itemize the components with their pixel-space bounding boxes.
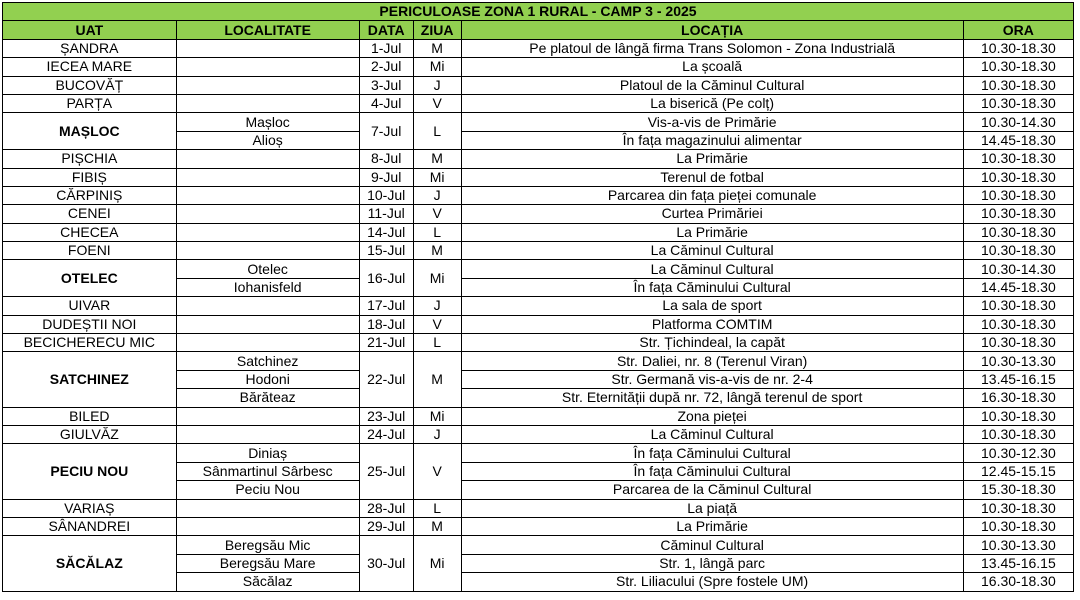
cell-uat: DUDEȘTII NOI — [3, 315, 177, 333]
cell-localitate — [176, 58, 359, 76]
header-locatia: LOCAȚIA — [461, 21, 963, 39]
cell-locatia: Platforma COMTIM — [461, 315, 963, 333]
cell-uat: ȘANDRA — [3, 39, 177, 57]
cell-ziua: L — [413, 499, 461, 517]
cell-locatia: La Căminul Cultural — [461, 260, 963, 278]
cell-data: 21-Jul — [359, 334, 413, 352]
cell-localitate: Hodoni — [176, 370, 359, 388]
cell-locatia: La piață — [461, 499, 963, 517]
cell-ora: 16.30-18.30 — [963, 389, 1073, 407]
cell-localitate — [176, 334, 359, 352]
table-row — [3, 58, 1074, 76]
cell-uat: UIVAR — [3, 297, 177, 315]
cell-data: 16-Jul — [359, 260, 413, 297]
cell-data: 25-Jul — [359, 444, 413, 499]
cell-localitate: Satchinez — [176, 352, 359, 370]
table-row — [3, 536, 1074, 554]
cell-ziua: L — [413, 334, 461, 352]
table-row — [3, 150, 1074, 168]
cell-ora: 10.30-18.30 — [963, 499, 1073, 517]
cell-locatia: Pe platoul de lângă firma Trans Solomon - Zona Industrială — [461, 39, 963, 57]
table-row — [3, 223, 1074, 241]
cell-uat: PARȚA — [3, 94, 177, 112]
table-row — [3, 297, 1074, 315]
cell-ora: 10.30-18.30 — [963, 94, 1073, 112]
cell-ziua: J — [413, 297, 461, 315]
cell-uat: BUCOVĂȚ — [3, 76, 177, 94]
cell-localitate: Otelec — [176, 260, 359, 278]
cell-localitate — [176, 315, 359, 333]
cell-locatia: În fața Căminului Cultural — [461, 278, 963, 296]
cell-locatia: Vis-a-vis de Primărie — [461, 113, 963, 131]
cell-ora: 10.30-18.30 — [963, 39, 1073, 57]
cell-localitate — [176, 94, 359, 112]
cell-localitate: Săcălaz — [176, 573, 359, 591]
cell-localitate — [176, 150, 359, 168]
cell-ora: 10.30-12.30 — [963, 444, 1073, 462]
cell-ora: 10.30-18.30 — [963, 223, 1073, 241]
table-row — [3, 315, 1074, 333]
cell-ora: 10.30-14.30 — [963, 113, 1073, 131]
cell-uat: CĂRPINIȘ — [3, 186, 177, 204]
schedule-body — [3, 39, 1074, 591]
cell-ziua: J — [413, 425, 461, 443]
cell-ziua: M — [413, 150, 461, 168]
cell-localitate — [176, 223, 359, 241]
cell-data: 1-Jul — [359, 39, 413, 57]
cell-localitate — [176, 407, 359, 425]
header-uat: UAT — [3, 21, 177, 39]
cell-uat: IECEA MARE — [3, 58, 177, 76]
schedule-container — [2, 2, 1078, 592]
cell-uat: GIULVĂZ — [3, 425, 177, 443]
cell-ziua: L — [413, 223, 461, 241]
cell-uat: CENEI — [3, 205, 177, 223]
cell-data: 18-Jul — [359, 315, 413, 333]
cell-ziua: M — [413, 517, 461, 535]
cell-data: 4-Jul — [359, 94, 413, 112]
cell-locatia: În fața Căminului Cultural — [461, 444, 963, 462]
cell-uat: PIȘCHIA — [3, 150, 177, 168]
cell-localitate — [176, 168, 359, 186]
cell-ora: 10.30-13.30 — [963, 352, 1073, 370]
table-row — [3, 260, 1074, 278]
cell-data: 2-Jul — [359, 58, 413, 76]
cell-localitate — [176, 297, 359, 315]
cell-localitate: Alioș — [176, 131, 359, 149]
cell-uat: BILED — [3, 407, 177, 425]
cell-ora: 14.45-18.30 — [963, 131, 1073, 149]
cell-ziua: J — [413, 186, 461, 204]
cell-uat: FOENI — [3, 242, 177, 260]
cell-ziua: L — [413, 113, 461, 150]
cell-locatia: Str. Daliei, nr. 8 (Terenul Viran) — [461, 352, 963, 370]
table-row — [3, 352, 1074, 370]
cell-uat: VARIAȘ — [3, 499, 177, 517]
table-row — [3, 334, 1074, 352]
cell-ora: 10.30-18.30 — [963, 76, 1073, 94]
cell-locatia: În fața Căminului Cultural — [461, 462, 963, 480]
cell-locatia: La biserică (Pe colț) — [461, 94, 963, 112]
cell-ziua: V — [413, 205, 461, 223]
cell-data: 14-Jul — [359, 223, 413, 241]
cell-locatia: La Primărie — [461, 517, 963, 535]
cell-data: 11-Jul — [359, 205, 413, 223]
header-ora: ORA — [963, 21, 1073, 39]
cell-locatia: La Primărie — [461, 223, 963, 241]
cell-ziua: V — [413, 444, 461, 499]
cell-ora: 15.30-18.30 — [963, 481, 1073, 499]
cell-localitate: Bărăteaz — [176, 389, 359, 407]
cell-localitate: Iohanisfeld — [176, 278, 359, 296]
cell-ziua: Mi — [413, 260, 461, 297]
cell-ora: 10.30-18.30 — [963, 168, 1073, 186]
cell-ziua: M — [413, 352, 461, 407]
cell-ziua: V — [413, 94, 461, 112]
cell-locatia: Zona pieței — [461, 407, 963, 425]
table-row — [3, 242, 1074, 260]
cell-uat: MAȘLOC — [3, 113, 177, 150]
cell-data: 28-Jul — [359, 499, 413, 517]
cell-ora: 10.30-18.30 — [963, 205, 1073, 223]
cell-data: 10-Jul — [359, 186, 413, 204]
cell-localitate: Diniaș — [176, 444, 359, 462]
cell-locatia: Str. Liliacului (Spre fostele UM) — [461, 573, 963, 591]
cell-locatia: Curtea Primăriei — [461, 205, 963, 223]
cell-locatia: Parcarea din fața pieței comunale — [461, 186, 963, 204]
cell-uat: PECIU NOU — [3, 444, 177, 499]
cell-ora: 10.30-18.30 — [963, 58, 1073, 76]
cell-uat: SATCHINEZ — [3, 352, 177, 407]
cell-localitate: Peciu Nou — [176, 481, 359, 499]
cell-localitate: Mașloc — [176, 113, 359, 131]
cell-localitate: Beregsău Mic — [176, 536, 359, 554]
cell-data: 3-Jul — [359, 76, 413, 94]
table-row — [3, 168, 1074, 186]
cell-uat: FIBIȘ — [3, 168, 177, 186]
cell-locatia: În fața magazinului alimentar — [461, 131, 963, 149]
cell-ziua: Mi — [413, 168, 461, 186]
cell-data: 17-Jul — [359, 297, 413, 315]
cell-locatia: Terenul de fotbal — [461, 168, 963, 186]
cell-locatia: Str. Eternității după nr. 72, lângă terenul de sport — [461, 389, 963, 407]
cell-data: 30-Jul — [359, 536, 413, 591]
cell-data: 22-Jul — [359, 352, 413, 407]
cell-locatia: La Căminul Cultural — [461, 242, 963, 260]
cell-ora: 10.30-13.30 — [963, 536, 1073, 554]
cell-ora: 16.30-18.30 — [963, 573, 1073, 591]
table-row — [3, 425, 1074, 443]
table-title: PERICULOASE ZONA 1 RURAL - CAMP 3 - 2025 — [3, 3, 1074, 21]
table-row — [3, 499, 1074, 517]
cell-ora: 12.45-15.15 — [963, 462, 1073, 480]
cell-uat: CHECEA — [3, 223, 177, 241]
cell-localitate — [176, 242, 359, 260]
cell-ora: 10.30-14.30 — [963, 260, 1073, 278]
cell-localitate: Beregsău Mare — [176, 554, 359, 572]
cell-ziua: M — [413, 39, 461, 57]
cell-locatia: La școală — [461, 58, 963, 76]
cell-localitate — [176, 499, 359, 517]
cell-locatia: Căminul Cultural — [461, 536, 963, 554]
cell-ora: 10.30-18.30 — [963, 150, 1073, 168]
cell-ora: 10.30-18.30 — [963, 425, 1073, 443]
table-row — [3, 39, 1074, 57]
cell-data: 23-Jul — [359, 407, 413, 425]
cell-ziua: Mi — [413, 58, 461, 76]
header-localitate: LOCALITATE — [176, 21, 359, 39]
cell-ora: 10.30-18.30 — [963, 186, 1073, 204]
table-row — [3, 113, 1074, 131]
cell-localitate — [176, 205, 359, 223]
cell-data: 7-Jul — [359, 113, 413, 150]
cell-locatia: La Primărie — [461, 150, 963, 168]
table-row — [3, 407, 1074, 425]
cell-ziua: J — [413, 76, 461, 94]
cell-data: 9-Jul — [359, 168, 413, 186]
cell-ora: 10.30-18.30 — [963, 297, 1073, 315]
cell-uat: SĂCĂLAZ — [3, 536, 177, 591]
table-row — [3, 205, 1074, 223]
cell-locatia: Str. 1, lângă parc — [461, 554, 963, 572]
cell-data: 24-Jul — [359, 425, 413, 443]
cell-ziua: V — [413, 315, 461, 333]
header-ziua: ZIUA — [413, 21, 461, 39]
cell-ora: 10.30-18.30 — [963, 334, 1073, 352]
cell-ziua: Mi — [413, 407, 461, 425]
cell-locatia: La sala de sport — [461, 297, 963, 315]
cell-ora: 10.30-18.30 — [963, 517, 1073, 535]
cell-uat: SÂNANDREI — [3, 517, 177, 535]
cell-locatia: La Căminul Cultural — [461, 425, 963, 443]
cell-data: 8-Jul — [359, 150, 413, 168]
table-row — [3, 517, 1074, 535]
cell-localitate — [176, 39, 359, 57]
table-row — [3, 94, 1074, 112]
cell-ora: 13.45-16.15 — [963, 370, 1073, 388]
cell-ora: 14.45-18.30 — [963, 278, 1073, 296]
cell-ziua: M — [413, 242, 461, 260]
cell-locatia: Str. Țichindeal, la capăt — [461, 334, 963, 352]
cell-ora: 10.30-18.30 — [963, 242, 1073, 260]
cell-data: 15-Jul — [359, 242, 413, 260]
cell-ora: 13.45-16.15 — [963, 554, 1073, 572]
cell-locatia: Parcarea de la Căminul Cultural — [461, 481, 963, 499]
cell-uat: OTELEC — [3, 260, 177, 297]
table-row — [3, 76, 1074, 94]
header-data: DATA — [359, 21, 413, 39]
cell-ora: 10.30-18.30 — [963, 407, 1073, 425]
cell-localitate — [176, 186, 359, 204]
cell-ora: 10.30-18.30 — [963, 315, 1073, 333]
cell-ziua: Mi — [413, 536, 461, 591]
cell-localitate — [176, 425, 359, 443]
cell-data: 29-Jul — [359, 517, 413, 535]
cell-localitate — [176, 76, 359, 94]
cell-localitate: Sânmartinul Sârbesc — [176, 462, 359, 480]
cell-locatia: Str. Germană vis-a-vis de nr. 2-4 — [461, 370, 963, 388]
cell-locatia: Platoul de la Căminul Cultural — [461, 76, 963, 94]
cell-localitate — [176, 517, 359, 535]
cell-uat: BECICHERECU MIC — [3, 334, 177, 352]
schedule-table — [2, 2, 1074, 592]
table-row — [3, 186, 1074, 204]
table-row — [3, 444, 1074, 462]
